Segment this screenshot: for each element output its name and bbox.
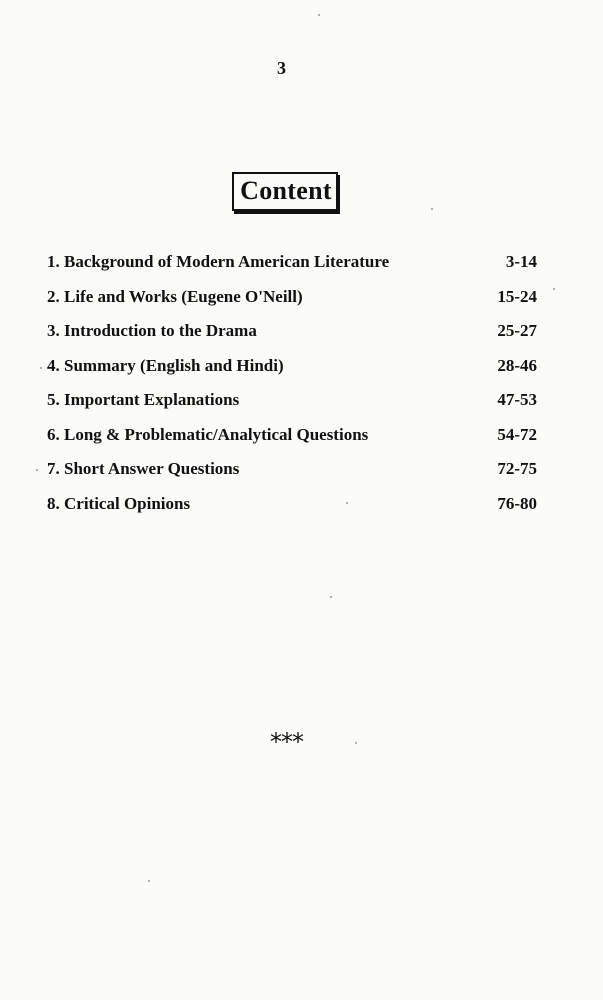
scan-speck [553,288,555,290]
toc-entry-pages: 25-27 [497,321,537,340]
toc-entry [47,287,537,322]
scan-speck [355,742,357,744]
toc-entry-label: 2. Life and Works (Eugene O'Neill) [47,286,303,306]
toc-entry-label: 3. Introduction to the Drama [47,321,257,340]
toc-entry [47,494,537,529]
scan-speck [36,469,38,471]
toc-entry [47,321,537,356]
scan-speck [431,208,433,210]
toc-entry-pages: 76-80 [497,493,537,513]
scan-speck [318,14,320,16]
toc-entry-pages: 54-72 [497,424,537,444]
toc-entry [47,425,537,460]
title-container [0,172,570,211]
toc-entry-pages: 28-46 [497,355,537,375]
page-number: 3 [277,58,286,78]
toc-entry-label: 8. Critical Opinions [47,493,191,513]
table-of-contents [47,252,537,528]
toc-entry-label: 6. Long & Problematic/Analytical Questions [47,424,369,444]
toc-entry-label: 7. Short Answer Questions [47,459,240,478]
toc-entry-label: 5. Important Explanations [47,390,240,409]
scan-speck [40,367,42,369]
toc-entry [47,252,537,287]
toc-entry [47,356,537,391]
page-title: Content [232,172,338,211]
toc-entry [47,390,537,425]
scan-speck [148,880,150,882]
scan-speck [346,502,348,504]
toc-entry-pages: 15-24 [497,286,537,306]
toc-entry-pages: 47-53 [497,390,537,409]
toc-entry-pages: 72-75 [497,459,537,478]
scan-speck [330,596,332,598]
toc-entry [47,459,537,494]
toc-entry-label: 1. Background of Modern American Literature [47,252,390,271]
toc-entry-pages: 3-14 [505,252,537,271]
section-separator: *** [270,728,303,756]
toc-entry-label: 4. Summary (English and Hindi) [47,355,284,375]
